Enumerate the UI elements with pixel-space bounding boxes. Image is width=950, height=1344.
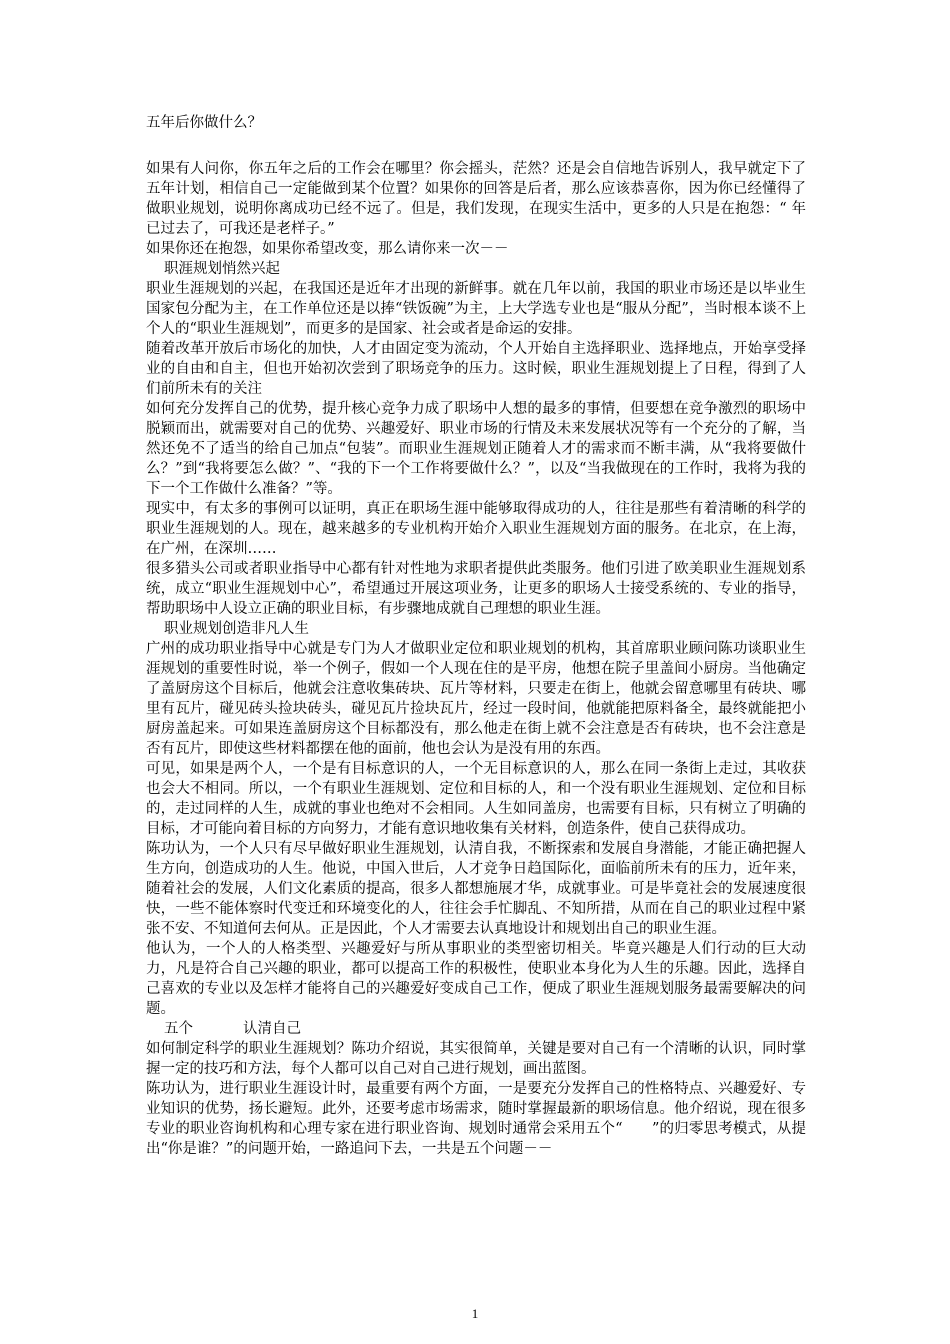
body-paragraph: 随着改革开放后市场化的加快，人才由固定变为流动，个人开始自主选择职业、选择地点，开始享受择业的自由和自主，但也开始初次尝到了职场竞争的压力。这时候，职业生涯规划提上了日程，得到了人们前所未有的关注 [146, 341, 806, 397]
intro-paragraph: 如果你还在抱怨，如果你希望改变，那么请你来一次－－ [146, 241, 509, 257]
body-paragraph: 职业生涯规划的兴起，在我国还是近年才出现的新鲜事。就在几年以前，我国的职业市场还是以毕业生国家包分配为主，在工作单位还是以捧“铁饭碗”为主，上大学选专业也是“服从分配”，当时根本谈不上个人的“职业生涯规划”，而更多的是国家、社会或者是命运的安排。 [146, 281, 806, 337]
section-heading: 职业规划创造非凡人生 [164, 621, 309, 637]
document-body [146, 113, 806, 1159]
section-heading-part: 五个 [164, 1021, 193, 1037]
section-heading [146, 1019, 806, 1039]
body-paragraph: 如何充分发挥自己的优势，提升核心竞争力成了职场中人想的最多的事情，但要想在竞争激烈的职场中脱颖而出，就需要对自己的优势、兴趣爱好、职业市场的行情及未来发展状况等有一个充分的了解，当然还免不了适当的给自己加点“包装”。而职业生涯规划正随着人才的需求而不断丰满，从“我将要做什么？”到“我将要怎么做？”、“我的下一个工作将要做什么？”，以及“当我做现在的工作时，我将为我的下一个工作做什么准备？”等。 [146, 401, 806, 497]
body-paragraph: 他认为，一个人的人格类型、兴趣爱好与所从事职业的类型密切相关。毕竟兴趣是人们行动的巨大动力，凡是符合自己兴趣的职业，都可以提高工作的积极性，使职业本身化为人生的乐趣。因此，选择自己喜欢的专业以及怎样才能将自己的兴趣爱好变成自己工作，便成了职业生涯规划服务最需要解决的问题。 [146, 941, 806, 1017]
body-paragraph: 很多猎头公司或者职业指导中心都有针对性地为求职者提供此类服务。他们引进了欧美职业生涯规划系统，成立“职业生涯规划中心”，希望通过开展这项业务，让更多的职场人士接受系统的、专业的指导，帮助职场中人设立正确的职业目标，有步骤地成就自己理想的职业生涯。 [146, 561, 806, 617]
blank-line [146, 133, 806, 159]
body-paragraph: 如何制定科学的职业生涯规划？陈功介绍说，其实很简单，关键是要对自己有一个清晰的认识，同时掌握一定的技巧和方法，每个人都可以自己对自己进行规划，画出蓝图。 [146, 1041, 806, 1077]
document-title: 五年后你做什么？ [146, 115, 262, 131]
page-number: 1 [471, 1306, 479, 1321]
section-heading-part: 认清自己 [243, 1021, 301, 1037]
body-paragraph: 陈功认为，进行职业生涯设计时，最重要有两个方面，一是要充分发挥自己的性格特点、兴趣爱好、专业知识的优势，扬长避短。此外，还要考虑市场需求，随时掌握最新的职场信息。他介绍说，现在很多专业的职业咨询机构和心理专家在进行职业咨询、规划时通常会采用五个“ ”的归零思考模式，从提出“你是谁？”的问题开始，一路追问下去，一共是五个问题－－ [146, 1081, 806, 1157]
body-paragraph: 陈功认为，一个人只有尽早做好职业生涯规划，认清自我，不断探索和发展自身潜能，才能正确把握人生方向，创造成功的人生。他说，中国入世后，人才竞争日趋国际化，面临前所未有的压力，近年来，随着社会的发展，人们文化素质的提高，很多人都想施展才华，成就事业。可是毕竟社会的发展速度很快，一些不能体察时代变迁和环境变化的人，往往会手忙脚乱、不知所措，从而在自己的职业过程中紧张不安、不知道何去何从。正是因此，个人才需要去认真地设计和规划出自己的职业生涯。 [146, 841, 806, 937]
body-paragraph: 可见，如果是两个人，一个是有目标意识的人，一个无目标意识的人，那么在同一条街上走过，其收获也会大不相同。所以，一个有职业生涯规划、定位和目标的人，和一个没有职业生涯规划、定位和目标的，走过同样的人生，成就的事业也绝对不会相同。人生如同盖房，也需要有目标，只有树立了明确的目标，才可能向着目标的方向努力，才能有意识地收集有关材料，创造条件，使自己获得成功。 [146, 761, 806, 837]
body-paragraph: 广州的成功职业指导中心就是专门为人才做职业定位和职业规划的机构，其首席职业顾问陈功谈职业生涯规划的重要性时说，举一个例子，假如一个人现在住的是平房，他想在院子里盖间小厨房。当他确定了盖厨房这个目标后，他就会注意收集砖块、瓦片等材料，只要走在街上，他就会留意哪里有砖块、哪里有瓦片，碰见砖头捡块砖头，碰见瓦片捡块瓦片，经过一段时间，他就能把原料备全，最终就能把小厨房盖起来。可如果连盖厨房这个目标都没有，那么他走在街上就不会注意是否有砖块，也不会注意是否有瓦片，即使这些材料都摆在他的面前，他也会认为是没有用的东西。 [146, 641, 806, 757]
body-paragraph: 现实中，有太多的事例可以证明，真正在职场生涯中能够取得成功的人，往往是那些有着清晰的科学的职业生涯规划的人。现在，越来越多的专业机构开始介入职业生涯规划方面的服务。在北京，在上海，在广州，在深圳…… [146, 501, 806, 557]
intro-paragraph: 如果有人问你，你五年之后的工作会在哪里？你会摇头，茫然？还是会自信地告诉别人，我早就定下了五年计划，相信自己一定能做到某个位置？如果你的回答是后者，那么应该恭喜你，因为你已经懂得了做职业规划，说明你离成功已经不远了。但是，我们发现，在现实生活中，更多的人只是在抱怨：“ 年已过去了，可我还是老样子。” [146, 161, 806, 237]
section-heading: 职涯规划悄然兴起 [164, 261, 280, 277]
